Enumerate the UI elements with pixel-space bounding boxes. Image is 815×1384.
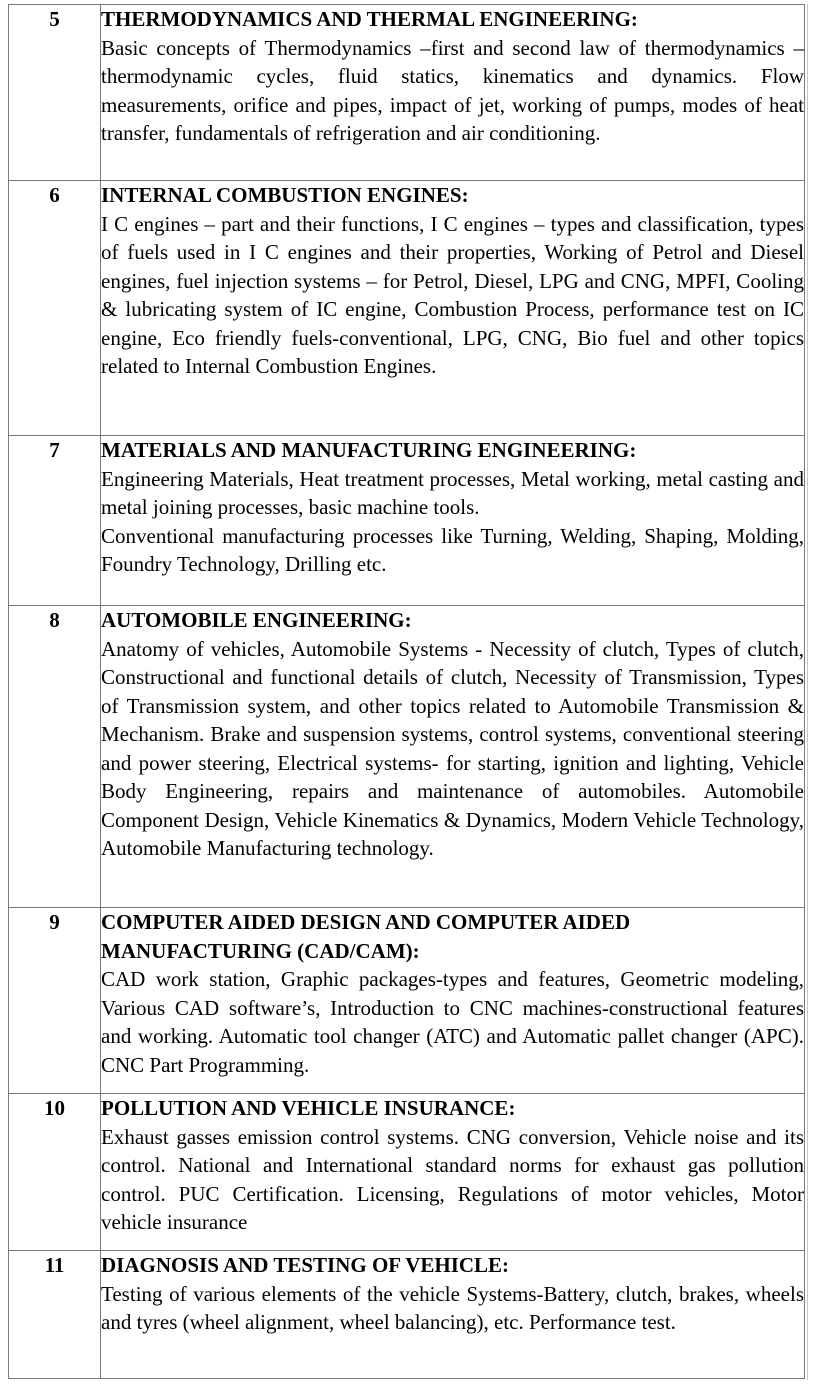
section-description: CAD work station, Graphic packages-types and features, Geometric modeling, Various CAD software’s, Introduction to CNC machines-constructional features and working. Automatic tool changer (ATC) and Automatic pallet changer (APC). CNC Part Programming. (101, 967, 804, 1077)
table-row-11 (9, 1251, 805, 1379)
section-description: Anatomy of vehicles, Automobile Systems - Necessity of clutch, Types of clutch, Constructional and functional details of clutch, Necessity of Transmission, Types of Transmission system, and other topics related to Automobile Transmission & Mechanism. Brake and suspension systems, control systems, conventional steering and power steering, Electrical systems- for starting, ignition and lighting, Vehicle Body Engineering, repairs and maintenance of automobiles. Automobile Component Design, Vehicle Kinematics & Dynamics, Modern Vehicle Technology, Automobile Manufacturing technology. (101, 636, 804, 860)
section-description: Exhaust gasses emission control systems. CNG conversion, Vehicle noise and its control. National and International standard norms for exhaust gas pollution control. PUC Certification. Licensing, Regulations of motor vehicles, Motor vehicle insurance (101, 1124, 804, 1234)
row-number: 7 (9, 436, 101, 606)
row-content (101, 908, 805, 1094)
section-heading: THERMODYNAMICS AND THERMAL ENGINEERING: (101, 7, 638, 31)
row-number: 11 (9, 1251, 101, 1379)
row-number: 6 (9, 181, 101, 436)
row-content (101, 436, 805, 606)
section-heading: AUTOMOBILE ENGINEERING: (101, 608, 412, 632)
section-description: Engineering Materials, Heat treatment processes, Metal working, metal casting and metal joining processes, basic machine tools. (101, 466, 804, 519)
section-heading: POLLUTION AND VEHICLE INSURANCE: (101, 1096, 516, 1120)
table-row-5 (9, 5, 805, 181)
section-description: Conventional manufacturing processes like Turning, Welding, Shaping, Molding, Foundry Technology, Drilling etc. (101, 523, 804, 576)
row-number: 8 (9, 606, 101, 908)
table-row-9 (9, 908, 805, 1094)
row-content (101, 181, 805, 436)
syllabus-table (8, 4, 805, 1379)
section-heading: DIAGNOSIS AND TESTING OF VEHICLE: (101, 1253, 510, 1277)
row-number: 5 (9, 5, 101, 181)
row-content (101, 1094, 805, 1251)
section-heading: COMPUTER AIDED DESIGN AND COMPUTER AIDED MANUFACTURING (CAD/CAM): (101, 910, 631, 963)
section-heading: MATERIALS AND MANUFACTURING ENGINEERING: (101, 438, 637, 462)
section-description: I C engines – part and their functions, I C engines – types and classification, types of fuels used in I C engines and their properties, Working of Petrol and Diesel engines, fuel injection systems – for Petrol, Diesel, LPG and CNG, MPFI, Cooling & lubricating system of IC engine, Combustion Process, performance test on IC engine, Eco friendly fuels-conventional, LPG, CNG, Bio fuel and other topics related to Internal Combustion Engines. (101, 211, 804, 378)
section-heading: INTERNAL COMBUSTION ENGINES: (101, 183, 469, 207)
row-number: 10 (9, 1094, 101, 1251)
table-row-10 (9, 1094, 805, 1251)
table-row-7 (9, 436, 805, 606)
section-description: Basic concepts of Thermodynamics –first and second law of thermodynamics – thermodynamic cycles, fluid statics, kinematics and dynamics. Flow measurements, orifice and pipes, impact of jet, working of pumps, modes of heat transfer, fundamentals of refrigeration and air conditioning. (101, 35, 804, 145)
row-content (101, 606, 805, 908)
table-row-8 (9, 606, 805, 908)
row-content (101, 1251, 805, 1379)
section-description: Testing of various elements of the vehicle Systems-Battery, clutch, brakes, wheels and tyres (wheel alignment, wheel balancing), etc. Performance test. (101, 1281, 804, 1334)
table-row-6 (9, 181, 805, 436)
row-content (101, 5, 805, 181)
page-edge-rule (807, 4, 808, 1380)
row-number: 9 (9, 908, 101, 1094)
